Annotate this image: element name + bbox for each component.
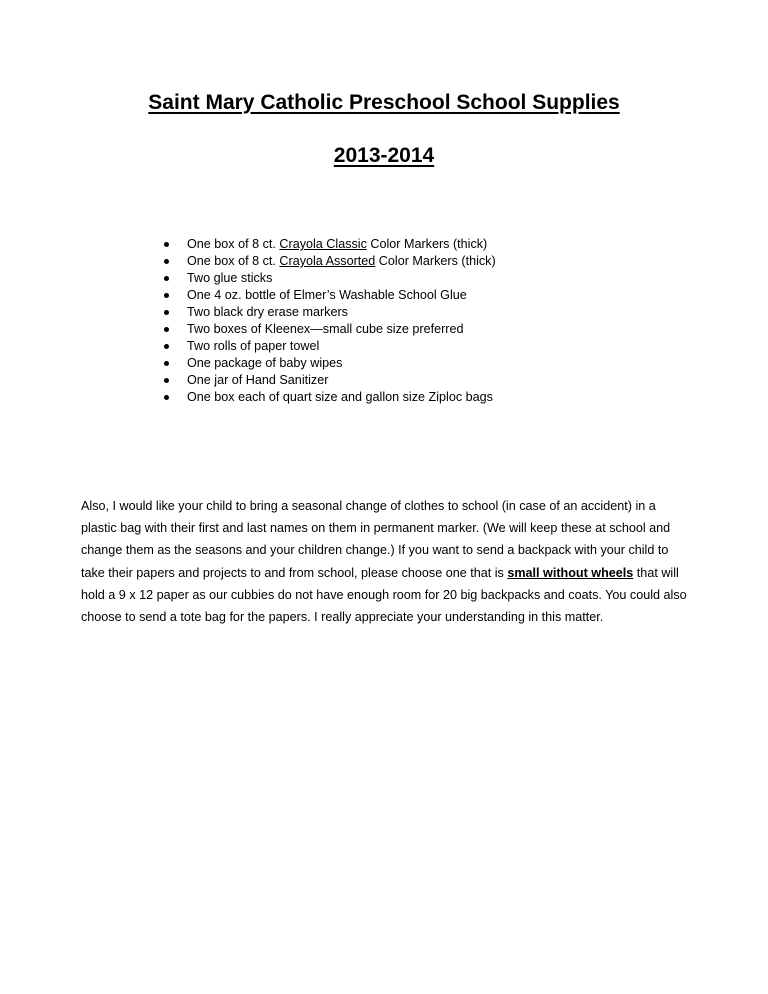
note-text-part1: Also, I would like your child to bring a seasonal change of clothes to school (in case of an accident) in a plastic bag with their first and last names on them in permanent marker. (We will keep these at school and change them as the seasons and your children change.) If you want to send a backpack with your child to take their papers and projects to and from school, please choose one that is [81,499,671,580]
page-title: Saint Mary Catholic Preschool School Supplies [148,91,620,114]
supply-text: Two glue sticks [187,271,273,285]
supply-text: One 4 oz. bottle of Elmer’s Washable School Glue [187,288,467,302]
supply-text: Two black dry erase markers [187,305,348,319]
supply-text: Two boxes of Kleenex—small cube size preferred [187,322,464,336]
supply-item [164,236,496,253]
parent-note [81,495,693,628]
supply-item [164,372,496,389]
bullet-icon [164,242,169,247]
supply-item [164,338,496,355]
supply-list [164,236,496,406]
bullet-icon [164,378,169,383]
supply-text: One jar of Hand Sanitizer [187,373,329,387]
supply-text: One box of 8 ct. [187,254,280,268]
bullet-icon [164,395,169,400]
supply-item [164,389,496,406]
supply-text: Two rolls of paper towel [187,339,320,353]
supply-item [164,270,496,287]
supply-brand: Crayola Classic [279,237,367,251]
supply-text-suffix: Color Markers (thick) [375,254,496,268]
bullet-icon [164,259,169,264]
school-year-heading: 2013-2014 [333,144,435,167]
bullet-icon [164,361,169,366]
supply-text: One box of 8 ct. [187,237,280,251]
bullet-icon [164,276,169,281]
bullet-icon [164,327,169,332]
note-emphasis: small without wheels [507,565,634,580]
note-text-part2: that will hold a 9 x 12 paper as our cubbies do not have enough room for 20 big backpacks and coats. You could also choose to send a tote bag for the papers. I really appreciate your understanding in this matter. [81,565,687,625]
supply-brand: Crayola Assorted [279,254,376,268]
supply-item [164,321,496,338]
supply-text: One box each of quart size and gallon size Ziploc bags [187,390,493,404]
bullet-icon [164,310,169,315]
supply-item [164,304,496,321]
supply-item [164,253,496,270]
supply-item [164,287,496,304]
supply-item [164,355,496,372]
bullet-icon [164,344,169,349]
bullet-icon [164,293,169,298]
supply-text-suffix: Color Markers (thick) [366,237,488,251]
supply-text: One package of baby wipes [187,356,343,370]
